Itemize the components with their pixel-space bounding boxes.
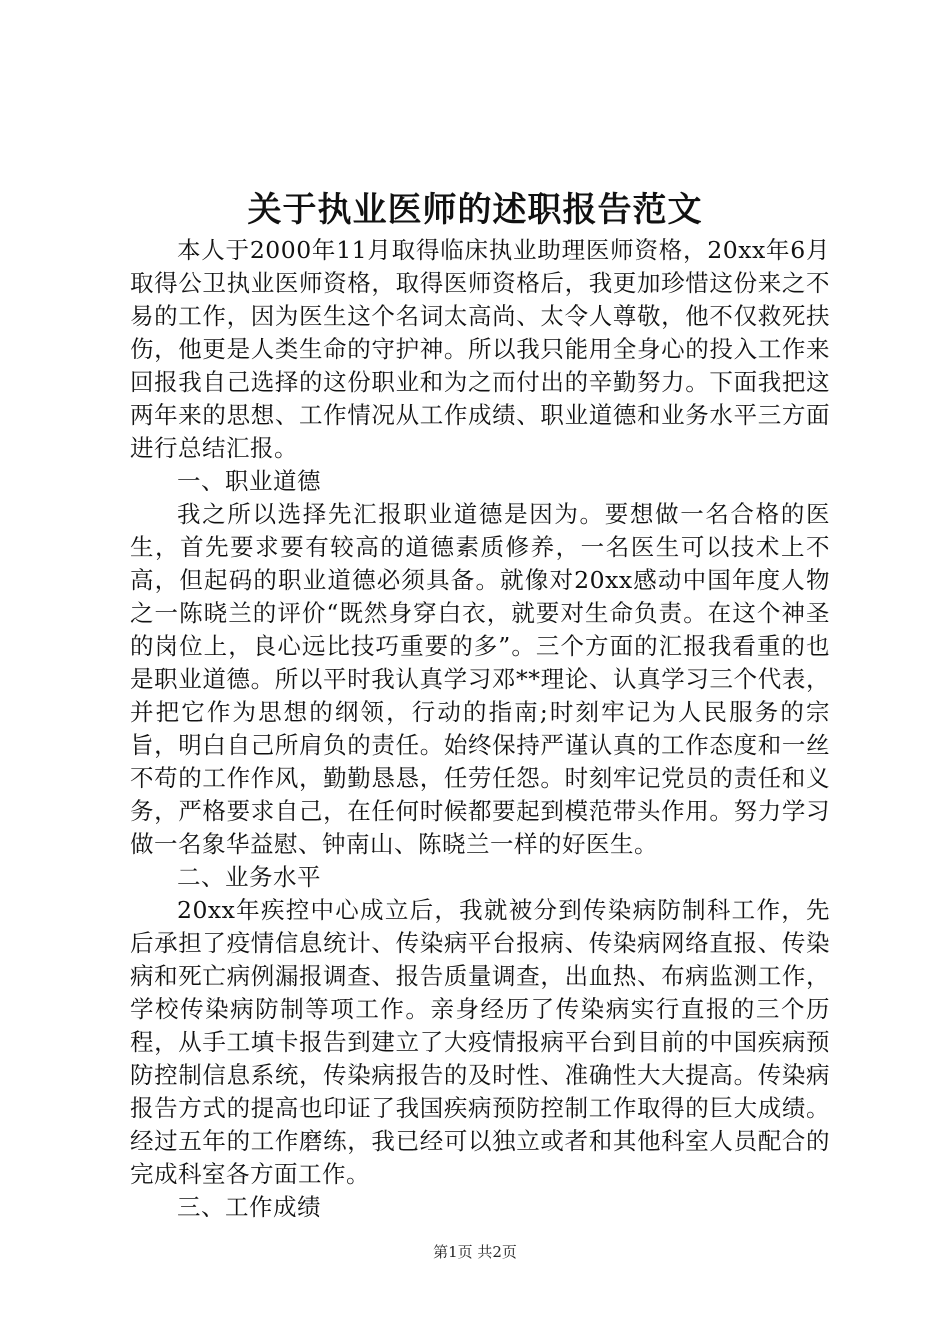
section-heading-professional-ethics: 一、职业道德 (177, 467, 321, 495)
page-title: 关于执业医师的述职报告范文 (247, 190, 703, 230)
paragraph-professional-level: 20xx年疾控中心成立后，我就被分到传染病防制科工作，先后承担了疫情信息统计、传染病平台报病、传染病网络直报、传染病和死亡病例漏报调查、报告质量调查，出血热、布病监测工作，学校传染病防制等项工作。亲身经历了传染病实行直报的三个历程，从手工填卡报告到建立了大疫情报病平台到目前的中国疾病预防控制信息系统，传染病报告的及时性、准确性大大提高。传染病报告方式的提高也印证了我国疾病预防控制工作取得的巨大成绩。经过五年的工作磨练，我已经可以独立或者和其他科室人员配合的完成科室各方面工作。 (130, 896, 830, 1188)
section-heading-professional-level: 二、业务水平 (177, 863, 321, 891)
section-heading-work-achievements: 三、工作成绩 (177, 1193, 321, 1221)
paragraph-intro: 本人于2000年11月取得临床执业助理医师资格，20xx年6月取得公卫执业医师资格，取得医师资格后，我更加珍惜这份来之不易的工作，因为医生这个名词太高尚、太令人尊敬，他不仅救死扶伤，他更是人类生命的守护神。所以我只能用全身心的投入工作来回报我自己选择的这份职业和为之而付出的辛勤努力。下面我把这两年来的思想、工作情况从工作成绩、职业道德和业务水平三方面进行总结汇报。 (130, 236, 830, 462)
paragraph-professional-ethics: 我之所以选择先汇报职业道德是因为。要想做一名合格的医生，首先要求要有较高的道德素质修养，一名医生可以技术上不高，但起码的职业道德必须具备。就像对20xx感动中国年度人物之一陈晓兰的评价“既然身穿白衣，就要对生命负责。在这个神圣的岗位上，良心远比技巧重要的多”。三个方面的汇报我看重的也是职业道德。所以平时我认真学习邓**理论、认真学习三个代表，并把它作为思想的纲领，行动的指南;时刻牢记为人民服务的宗旨，明白自己所肩负的责任。始终保持严谨认真的工作态度和一丝不苟的工作作风，勤勤恳恳，任劳任怨。时刻牢记党员的责任和义务，严格要求自己，在任何时候都要起到模范带头作用。努力学习做一名象华益慰、钟南山、陈晓兰一样的好医生。 (130, 500, 830, 858)
page-number-footer: 第1页 共2页 (433, 1243, 517, 1261)
document-body (130, 234, 830, 1224)
